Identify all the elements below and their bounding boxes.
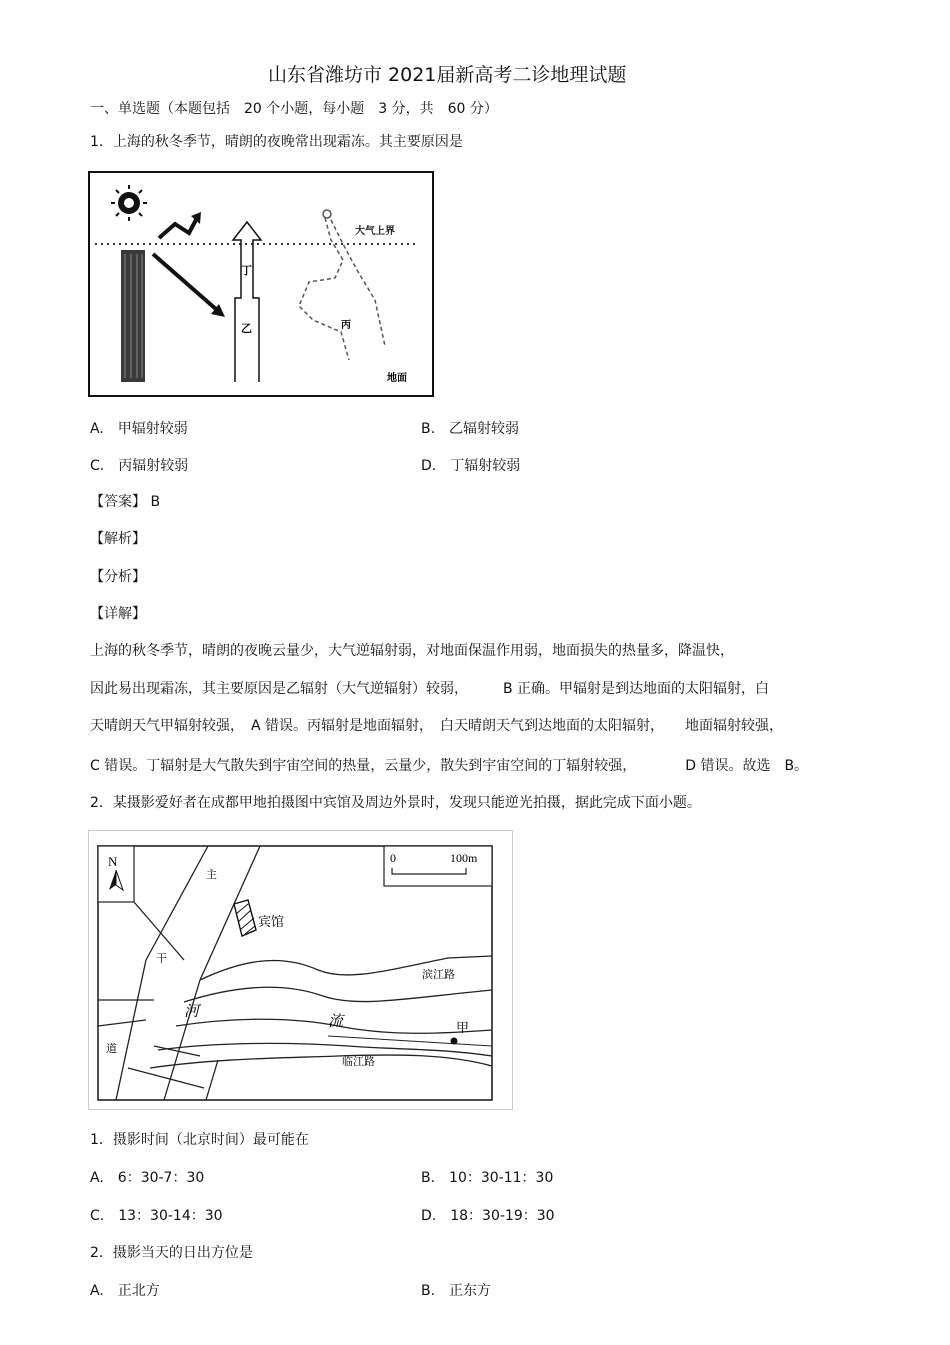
hotel-map (88, 830, 513, 1110)
radiation-diagram (87, 170, 435, 398)
road-label-linjiang: 临江路 (342, 1056, 375, 1068)
q2-sub1-option-b: B. 10：30-11：30 (421, 1170, 554, 1186)
q1-option-a: A. 甲辐射较弱 (90, 421, 188, 437)
north-label: N (108, 854, 118, 869)
q1-answer: 【答案】 B (90, 494, 161, 510)
page-title: 山东省潍坊市 2021届新高考二诊地理试题 (268, 64, 627, 86)
q1-option-b: B. 乙辐射较弱 (421, 421, 520, 437)
scale-zero: 0 (390, 851, 396, 865)
q1-fenxi-heading: 【分析】 (90, 569, 146, 585)
q2-sub1-option-c: C. 13：30-14：30 (90, 1208, 223, 1224)
label-yi: 乙 (241, 322, 252, 335)
q1-explain-line-2: 因此易出现霜冻，其主要原因是乙辐射（大气逆辐射）较弱， B 正确。甲辐射是到达地面的太阳辐射，白 (90, 681, 770, 697)
road-label-zhu: 主 (206, 869, 217, 881)
q2-sub2-option-a: A. 正北方 (90, 1283, 160, 1299)
road-label-dao: 道 (106, 1043, 117, 1055)
label-ding: 丁 (241, 264, 252, 277)
river-label-liu: 流 (328, 1014, 344, 1030)
label-ground: 地面 (387, 373, 407, 384)
q2-sub2-stem: 2．摄影当天的日出方位是 (90, 1245, 253, 1261)
point-jia-label: 甲 (456, 1020, 470, 1035)
q1-explain-line-1: 上海的秋冬季节，晴朗的夜晚云量少，大气逆辐射弱，对地面保温作用弱，地面损失的热量多，降温快， (90, 643, 734, 659)
q2-sub1-option-a: A. 6：30-7：30 (90, 1170, 205, 1186)
q1-xiangjie-heading: 【详解】 (90, 606, 146, 622)
q1-stem: 1．上海的秋冬季节，晴朗的夜晚常出现霜冻。其主要原因是 (90, 134, 463, 150)
hotel-label: 宾馆 (258, 914, 285, 929)
point-jia-marker (451, 1038, 458, 1045)
road-label-gan: 干 (156, 953, 167, 965)
q2-sub1-option-d: D. 18：30-19：30 (421, 1208, 555, 1224)
road-label-binjiang: 滨江路 (422, 969, 455, 981)
q1-option-c: C. 丙辐射较弱 (90, 458, 189, 474)
label-atmosphere-top: 大气上界 (355, 226, 395, 237)
q1-option-d: D. 丁辐射较弱 (421, 458, 521, 474)
q1-explain-line-3: 天晴朗天气甲辐射较强， A 错误。丙辐射是地面辐射， 白天晴朗天气到达地面的太阳辐射， 地面辐射较强， (90, 718, 784, 734)
q2-sub2-option-b: B. 正东方 (421, 1283, 492, 1299)
q1-jiexi-heading: 【解析】 (90, 531, 146, 547)
q2-sub1-stem: 1．摄影时间（北京时间）最可能在 (90, 1132, 309, 1148)
q1-explain-line-4: C 错误。丁辐射是大气散失到宇宙空间的热量，云量少，散失到宇宙空间的丁辐射较强， D 错误。故选 B。 (90, 758, 809, 774)
section-heading: 一、单选题（本题包括 20 个小题，每小题 3 分，共 60 分） (90, 101, 498, 117)
river-label-he: 河 (184, 1004, 200, 1020)
scale-end: 100m (450, 851, 478, 865)
q2-stem: 2．某摄影爱好者在成都甲地拍摄图中宾馆及周边外景时，发现只能逆光拍摄，据此完成下面小题。 (90, 795, 701, 811)
label-bing: 丙 (341, 320, 351, 331)
